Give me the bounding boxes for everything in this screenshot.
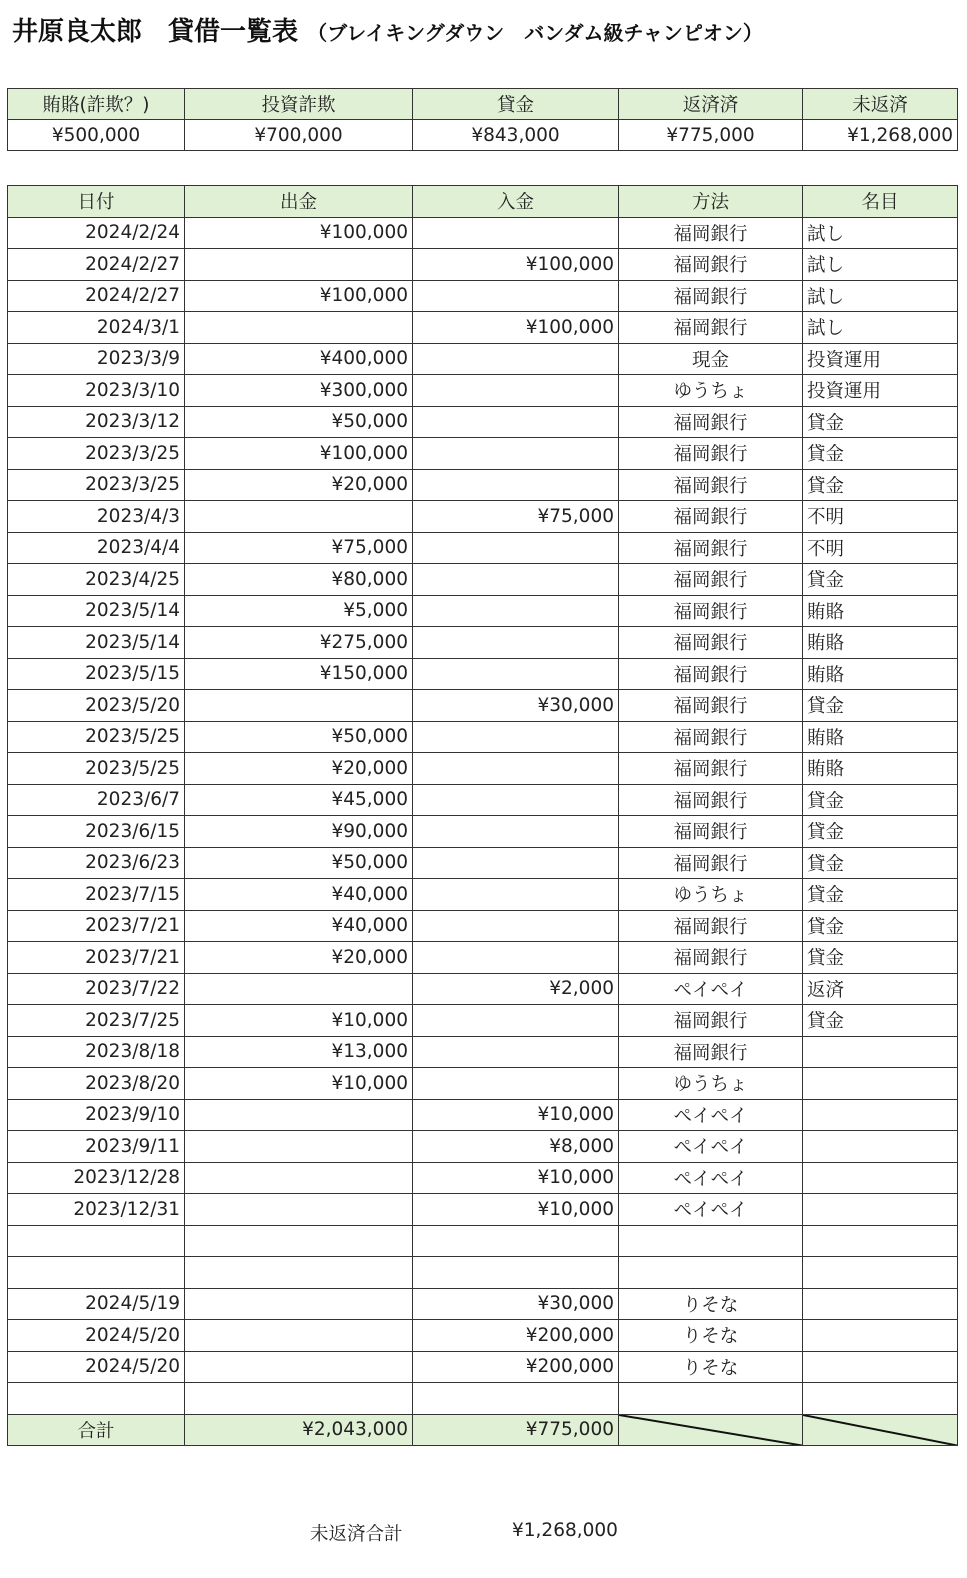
purpose-cell: 賄賂 [803,658,958,690]
withdrawal-cell: ¥100,000 [185,438,413,470]
deposit-cell: ¥10,000 [413,1162,619,1194]
ledger-row [8,312,958,344]
summary-header-loan: 貸金 [413,89,619,120]
method-cell: 福岡銀行 [619,564,803,596]
deposit-cell [413,1068,619,1100]
date-cell: 2024/3/1 [8,312,185,344]
date-cell: 2023/7/15 [8,879,185,911]
deposit-cell [413,1257,619,1289]
ledger-row [8,595,958,627]
method-cell: 福岡銀行 [619,438,803,470]
method-cell: 福岡銀行 [619,280,803,312]
ledger-body [8,217,958,1414]
ledger-row [8,721,958,753]
deposit-cell: ¥8,000 [413,1131,619,1163]
ledger-table [7,185,958,1446]
purpose-cell: 投資運用 [803,343,958,375]
withdrawal-cell: ¥40,000 [185,910,413,942]
method-cell: ペイペイ [619,1162,803,1194]
date-cell: 2023/3/10 [8,375,185,407]
withdrawal-cell [185,1383,413,1415]
purpose-cell: 試し [803,249,958,281]
page-title [12,12,763,52]
date-cell: 2024/2/27 [8,249,185,281]
summary-value-row [8,120,958,151]
withdrawal-cell: ¥275,000 [185,627,413,659]
total-method-empty [619,1414,803,1446]
method-cell: ペイペイ [619,1099,803,1131]
summary-value-loan: ¥843,000 [413,120,619,151]
ledger-row [8,753,958,785]
summary-header-row [8,89,958,120]
deposit-cell [413,532,619,564]
deposit-cell: ¥200,000 [413,1351,619,1383]
ledger-row [8,406,958,438]
deposit-cell [413,910,619,942]
withdrawal-cell [185,249,413,281]
purpose-cell [803,1225,958,1257]
purpose-cell [803,1099,958,1131]
ledger-row [8,1162,958,1194]
purpose-cell: 貸金 [803,784,958,816]
ledger-header-withdrawal: 出金 [185,186,413,218]
method-cell: りそな [619,1320,803,1352]
deposit-cell: ¥200,000 [413,1320,619,1352]
summary-value-repaid: ¥775,000 [619,120,803,151]
deposit-cell [413,942,619,974]
purpose-cell [803,1068,958,1100]
deposit-cell [413,1036,619,1068]
date-cell: 2023/3/12 [8,406,185,438]
ledger-row [8,690,958,722]
method-cell [619,1225,803,1257]
ledger-row [8,564,958,596]
method-cell: 福岡銀行 [619,595,803,627]
purpose-cell [803,1257,958,1289]
date-cell [8,1257,185,1289]
withdrawal-cell [185,973,413,1005]
withdrawal-cell: ¥50,000 [185,406,413,438]
withdrawal-cell: ¥150,000 [185,658,413,690]
method-cell: 福岡銀行 [619,753,803,785]
date-cell: 2023/5/15 [8,658,185,690]
total-deposit: ¥775,000 [413,1414,619,1446]
ledger-header-method: 方法 [619,186,803,218]
withdrawal-cell [185,312,413,344]
purpose-cell: 貸金 [803,469,958,501]
withdrawal-cell: ¥40,000 [185,879,413,911]
purpose-cell [803,1288,958,1320]
withdrawal-cell [185,1099,413,1131]
deposit-cell [413,847,619,879]
purpose-cell: 貸金 [803,564,958,596]
date-cell: 2023/9/10 [8,1099,185,1131]
ledger-row [8,501,958,533]
method-cell: 福岡銀行 [619,910,803,942]
withdrawal-cell: ¥400,000 [185,343,413,375]
ledger-row [8,879,958,911]
purpose-cell: 貸金 [803,1005,958,1037]
purpose-cell [803,1131,958,1163]
deposit-cell [413,564,619,596]
withdrawal-cell: ¥50,000 [185,721,413,753]
date-cell: 2023/4/25 [8,564,185,596]
ledger-header-date: 日付 [8,186,185,218]
withdrawal-cell: ¥10,000 [185,1068,413,1100]
ledger-row [8,910,958,942]
ledger-row [8,847,958,879]
method-cell: ペイペイ [619,1194,803,1226]
purpose-cell: 賄賂 [803,753,958,785]
deposit-cell: ¥10,000 [413,1099,619,1131]
method-cell: ゆうちょ [619,1068,803,1100]
total-label: 合計 [8,1414,185,1446]
deposit-cell [413,753,619,785]
date-cell: 2023/9/11 [8,1131,185,1163]
deposit-cell [413,406,619,438]
withdrawal-cell: ¥50,000 [185,847,413,879]
withdrawal-cell: ¥75,000 [185,532,413,564]
date-cell: 2023/8/18 [8,1036,185,1068]
method-cell: 福岡銀行 [619,532,803,564]
date-cell: 2023/12/31 [8,1194,185,1226]
summary-header-repaid: 返済済 [619,89,803,120]
method-cell: 福岡銀行 [619,1036,803,1068]
deposit-cell [413,438,619,470]
ledger-row [8,1036,958,1068]
deposit-cell [413,595,619,627]
purpose-cell: 貸金 [803,816,958,848]
purpose-cell: 投資運用 [803,375,958,407]
ledger-row [8,973,958,1005]
date-cell: 2024/5/19 [8,1288,185,1320]
purpose-cell: 不明 [803,532,958,564]
ledger-row [8,1288,958,1320]
purpose-cell: 貸金 [803,879,958,911]
ledger-row [8,816,958,848]
date-cell: 2023/6/23 [8,847,185,879]
method-cell: 福岡銀行 [619,784,803,816]
deposit-cell [413,658,619,690]
total-purpose-empty [803,1414,958,1446]
deposit-cell [413,721,619,753]
method-cell: 福岡銀行 [619,816,803,848]
withdrawal-cell [185,501,413,533]
deposit-cell [413,217,619,249]
deposit-cell: ¥30,000 [413,690,619,722]
method-cell: 福岡銀行 [619,1005,803,1037]
deposit-cell [413,375,619,407]
ledger-row [8,217,958,249]
purpose-cell: 賄賂 [803,595,958,627]
withdrawal-cell [185,1225,413,1257]
title-main: 井原良太郎 貸借一覧表 [12,17,299,47]
ledger-row [8,343,958,375]
date-cell: 2023/7/25 [8,1005,185,1037]
date-cell: 2023/4/4 [8,532,185,564]
withdrawal-cell: ¥20,000 [185,942,413,974]
date-cell: 2023/4/3 [8,501,185,533]
method-cell: 福岡銀行 [619,627,803,659]
unpaid-total-value: ¥1,268,000 [512,1520,618,1541]
summary-header-investment-fraud: 投資詐欺 [185,89,413,120]
date-cell: 2024/5/20 [8,1351,185,1383]
withdrawal-cell [185,1131,413,1163]
purpose-cell: 賄賂 [803,627,958,659]
withdrawal-cell [185,1257,413,1289]
ledger-row [8,1351,958,1383]
deposit-cell: ¥10,000 [413,1194,619,1226]
ledger-header-row [8,186,958,218]
summary-value-investment-fraud: ¥700,000 [185,120,413,151]
ledger-row [8,1194,958,1226]
purpose-cell [803,1036,958,1068]
method-cell: 福岡銀行 [619,501,803,533]
diagonal-strike [803,1415,957,1446]
ledger-row [8,1005,958,1037]
method-cell: 福岡銀行 [619,469,803,501]
summary-header-bribe: 賄賂(詐欺？) [8,89,185,120]
purpose-cell: 貸金 [803,690,958,722]
total-withdrawal: ¥2,043,000 [185,1414,413,1446]
deposit-cell [413,280,619,312]
method-cell: りそな [619,1351,803,1383]
withdrawal-cell [185,690,413,722]
date-cell: 2023/8/20 [8,1068,185,1100]
method-cell [619,1383,803,1415]
withdrawal-cell: ¥5,000 [185,595,413,627]
method-cell: 福岡銀行 [619,217,803,249]
purpose-cell: 不明 [803,501,958,533]
ledger-row [8,249,958,281]
diagonal-strike [619,1415,802,1446]
date-cell: 2023/5/14 [8,595,185,627]
purpose-cell [803,1383,958,1415]
summary-value-unpaid: ¥1,268,000 [803,120,958,151]
withdrawal-cell: ¥13,000 [185,1036,413,1068]
deposit-cell [413,1005,619,1037]
method-cell: りそな [619,1288,803,1320]
date-cell: 2023/6/7 [8,784,185,816]
date-cell: 2024/2/24 [8,217,185,249]
deposit-cell: ¥2,000 [413,973,619,1005]
deposit-cell: ¥30,000 [413,1288,619,1320]
date-cell: 2023/5/25 [8,721,185,753]
date-cell: 2023/5/25 [8,753,185,785]
ledger-row [8,438,958,470]
method-cell: 福岡銀行 [619,312,803,344]
purpose-cell: 賄賂 [803,721,958,753]
method-cell: 福岡銀行 [619,658,803,690]
date-cell: 2023/3/9 [8,343,185,375]
title-subtitle: （ブレイキングダウン バンダム級チャンピオン） [307,21,763,45]
ledger-row [8,1257,958,1289]
purpose-cell [803,1162,958,1194]
method-cell: 福岡銀行 [619,690,803,722]
deposit-cell: ¥100,000 [413,312,619,344]
summary-value-bribe: ¥500,000 [8,120,185,151]
ledger-row [8,375,958,407]
ledger-row [8,1383,958,1415]
withdrawal-cell: ¥100,000 [185,217,413,249]
withdrawal-cell: ¥45,000 [185,784,413,816]
withdrawal-cell [185,1351,413,1383]
purpose-cell: 試し [803,217,958,249]
deposit-cell [413,343,619,375]
withdrawal-cell: ¥10,000 [185,1005,413,1037]
purpose-cell: 貸金 [803,406,958,438]
deposit-cell [413,784,619,816]
date-cell: 2023/7/21 [8,910,185,942]
purpose-cell: 試し [803,280,958,312]
withdrawal-cell [185,1288,413,1320]
date-cell: 2023/6/15 [8,816,185,848]
method-cell: ペイペイ [619,1131,803,1163]
withdrawal-cell [185,1162,413,1194]
purpose-cell: 試し [803,312,958,344]
ledger-header-purpose: 名目 [803,186,958,218]
date-cell: 2023/7/21 [8,942,185,974]
deposit-cell [413,469,619,501]
ledger-row [8,280,958,312]
date-cell: 2023/5/14 [8,627,185,659]
ledger-total-row [8,1414,958,1446]
method-cell: 福岡銀行 [619,721,803,753]
method-cell: 福岡銀行 [619,406,803,438]
ledger-row [8,532,958,564]
purpose-cell: 貸金 [803,942,958,974]
date-cell: 2023/7/22 [8,973,185,1005]
purpose-cell: 貸金 [803,438,958,470]
date-cell: 2023/5/20 [8,690,185,722]
purpose-cell: 貸金 [803,910,958,942]
method-cell: ゆうちょ [619,375,803,407]
date-cell: 2024/2/27 [8,280,185,312]
summary-table [7,88,958,151]
ledger-row [8,627,958,659]
withdrawal-cell: ¥100,000 [185,280,413,312]
ledger-row [8,1131,958,1163]
deposit-cell [413,627,619,659]
withdrawal-cell: ¥20,000 [185,753,413,785]
withdrawal-cell: ¥80,000 [185,564,413,596]
summary-header-unpaid: 未返済 [803,89,958,120]
method-cell: 現金 [619,343,803,375]
purpose-cell: 貸金 [803,847,958,879]
purpose-cell [803,1351,958,1383]
method-cell: ゆうちょ [619,879,803,911]
date-cell: 2024/5/20 [8,1320,185,1352]
ledger-row [8,1099,958,1131]
ledger-row [8,1225,958,1257]
method-cell: 福岡銀行 [619,249,803,281]
method-cell: 福岡銀行 [619,942,803,974]
withdrawal-cell [185,1194,413,1226]
ledger-row [8,658,958,690]
withdrawal-cell: ¥90,000 [185,816,413,848]
deposit-cell: ¥100,000 [413,249,619,281]
date-cell [8,1225,185,1257]
purpose-cell [803,1320,958,1352]
method-cell [619,1257,803,1289]
date-cell: 2023/3/25 [8,438,185,470]
purpose-cell: 返済 [803,973,958,1005]
withdrawal-cell: ¥20,000 [185,469,413,501]
date-cell: 2023/3/25 [8,469,185,501]
method-cell: 福岡銀行 [619,847,803,879]
ledger-header-deposit: 入金 [413,186,619,218]
ledger-row [8,469,958,501]
withdrawal-cell: ¥300,000 [185,375,413,407]
ledger-row [8,784,958,816]
deposit-cell [413,1225,619,1257]
deposit-cell [413,1383,619,1415]
deposit-cell [413,816,619,848]
ledger-row [8,1068,958,1100]
date-cell: 2023/12/28 [8,1162,185,1194]
purpose-cell [803,1194,958,1226]
method-cell: ペイペイ [619,973,803,1005]
ledger-row [8,942,958,974]
withdrawal-cell [185,1320,413,1352]
date-cell [8,1383,185,1415]
deposit-cell [413,879,619,911]
deposit-cell: ¥75,000 [413,501,619,533]
unpaid-total-label: 未返済合計 [310,1524,403,1545]
ledger-row [8,1320,958,1352]
